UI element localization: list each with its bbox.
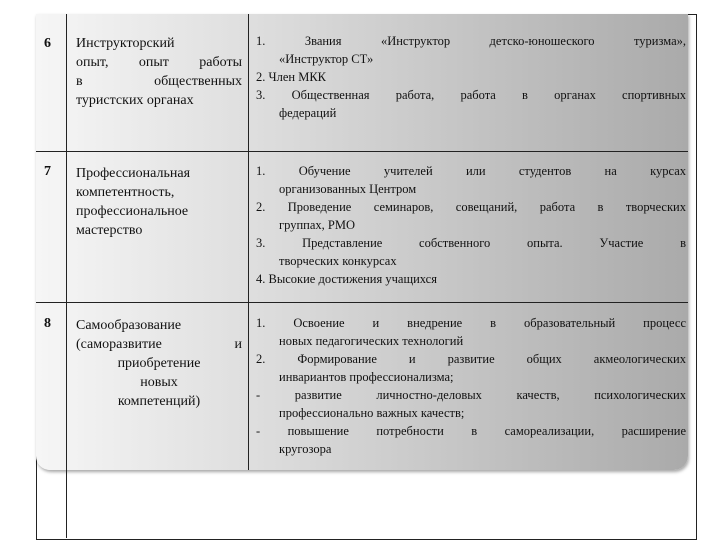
indicator-line: кругозора: [279, 442, 332, 456]
row-divider-2: [36, 302, 688, 303]
criterion-line: профессиональное: [76, 204, 189, 219]
criterion-line: компетентность,: [76, 185, 175, 200]
criterion-cell: [76, 316, 242, 411]
criterion-line: Самообразование: [76, 318, 182, 333]
row-divider-1: [36, 151, 688, 152]
criterion-line: новых: [140, 375, 178, 390]
column-divider-1: [66, 14, 67, 538]
indicator-line: 2. Формирование и развитие общих акмеологических: [256, 352, 686, 366]
criterion-line: в общественных: [76, 74, 242, 89]
criterion-line: Инструкторский: [76, 36, 175, 51]
indicators-cell: [256, 162, 686, 288]
indicator-line: 2. Член МКК: [256, 70, 327, 84]
indicator-line: инвариантов профессионализма;: [279, 370, 454, 384]
criterion-line: компетенций): [117, 394, 201, 409]
criterion-line: опыт, опыт работы: [76, 55, 242, 70]
criterion-line: Профессиональная: [76, 166, 191, 181]
criterion-cell: [76, 164, 242, 240]
row-number: 7: [44, 164, 51, 179]
indicators-cell: [256, 314, 686, 458]
row-number: 6: [44, 36, 51, 51]
criterion-line: мастерство: [76, 223, 143, 238]
indicator-line: 3. Представление собственного опыта. Участие в: [256, 236, 686, 250]
indicator-line: 1. Обучение учителей или студентов на курсах: [256, 164, 686, 178]
criterion-cell: [76, 34, 242, 110]
indicators-cell: [256, 32, 686, 122]
indicator-line: «Инструктор СТ»: [279, 52, 374, 66]
indicator-line: федераций: [279, 106, 337, 120]
indicator-line: новых педагогических технологий: [279, 334, 464, 348]
indicator-line: 4. Высокие достижения учащихся: [256, 272, 437, 286]
criterion-line: приобретение: [117, 356, 201, 371]
criterion-line: (саморазвитие и: [76, 337, 242, 352]
indicator-line: профессионально важных качеств;: [279, 406, 465, 420]
criterion-line: туристских органах: [76, 93, 194, 108]
row-number: 8: [44, 316, 51, 331]
indicator-line: - развитие личностно-деловых качеств, психологических: [256, 388, 686, 402]
indicator-line: группах, РМО: [279, 218, 355, 232]
indicator-line: 1. Звания «Инструктор детско-юношеского туризма»,: [256, 34, 686, 48]
indicator-line: 2. Проведение семинаров, совещаний, работа в творческих: [256, 200, 686, 214]
column-divider-2: [248, 14, 249, 470]
indicator-line: 3. Общественная работа, работа в органах спортивных: [256, 88, 686, 102]
indicator-line: 1. Освоение и внедрение в образовательный процесс: [256, 316, 686, 330]
indicator-line: творческих конкурсах: [279, 254, 397, 268]
indicator-line: - повышение потребности в самореализации, расширение: [256, 424, 686, 438]
indicator-line: организованных Центром: [279, 182, 417, 196]
